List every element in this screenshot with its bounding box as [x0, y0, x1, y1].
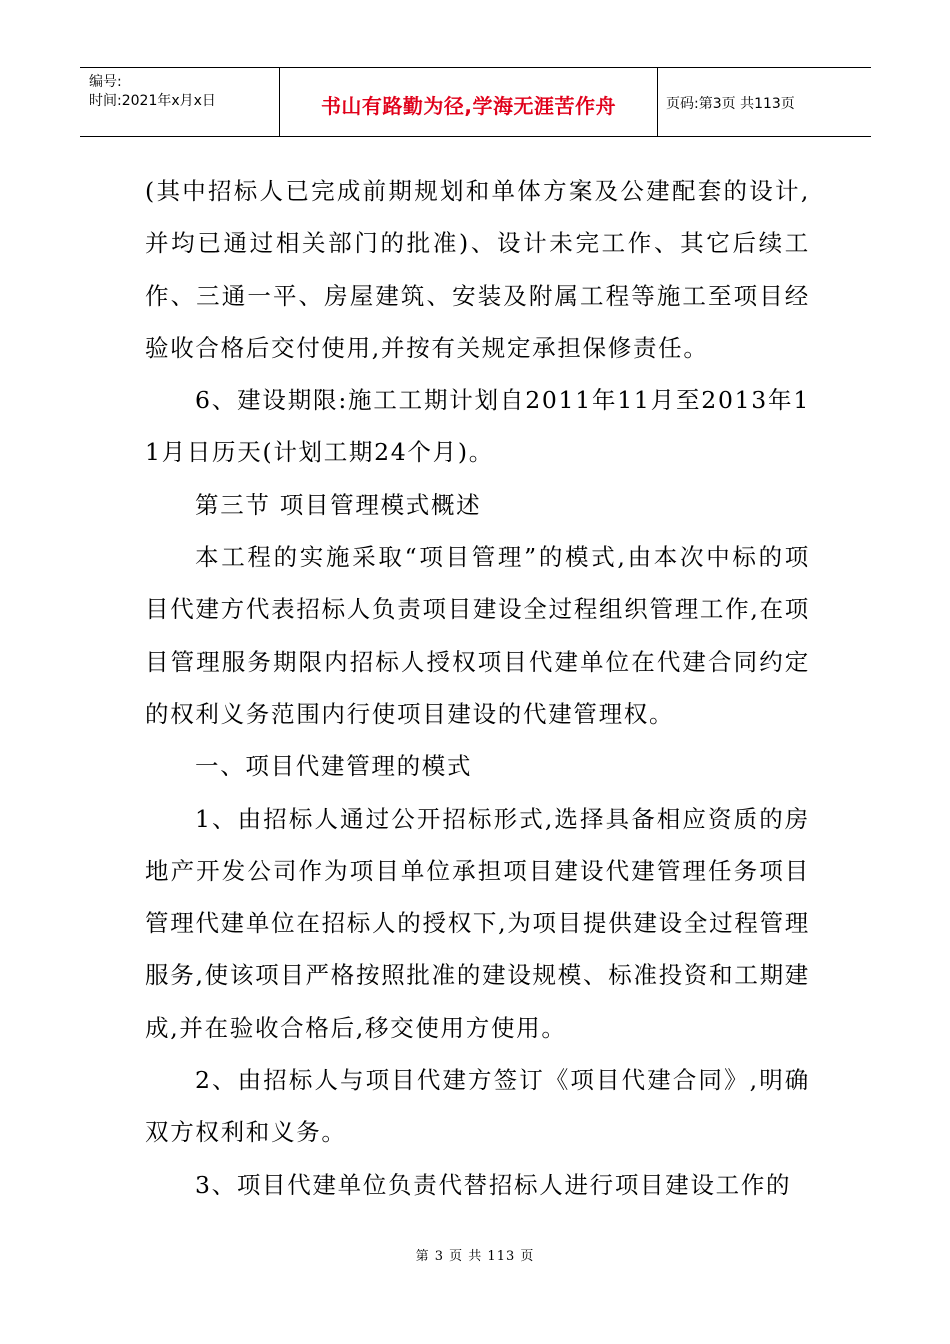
body-paragraph: 本工程的实施采取“项目管理”的模式,由本次中标的项目代建方代表招标人负责项目建设全过程组织管理工作,在项目管理服务期限内招标人授权项目代建单位在代建合同约定的权利义务范围内行使项目建设的代建管理权。	[145, 543, 810, 728]
body-paragraph: 3、项目代建单位负责代替招标人进行项目建设工作的	[195, 1170, 792, 1199]
body-paragraph: 1、由招标人通过公开招标形式,选择具备相应资质的房地产开发公司作为项目单位承担项目建设代建管理任务项目管理代建单位在招标人的授权下,为项目提供建设全过程管理服务,使该项目严格按照批准的建设规模、标准投资和工期建成,并在验收合格后,移交使用方使用。	[145, 804, 810, 1042]
body-paragraph: 2、由招标人与项目代建方签订《项目代建合同》,明确双方权利和义务。	[145, 1066, 810, 1147]
document-date: 时间:2021年x月x日	[89, 93, 216, 109]
document-number-label: 编号:	[89, 74, 122, 90]
header-motto: 书山有路勤为径,学海无涯苦作舟	[320, 93, 617, 118]
header-meta	[80, 68, 280, 136]
body-paragraph: 6、建设期限:施工工期计划自2011年11月至2013年11月日历天(计划工期24个月)。	[145, 386, 810, 467]
section-heading: 第三节 项目管理模式概述	[195, 490, 482, 519]
subsection-heading: 一、项目代建管理的模式	[195, 752, 473, 781]
header-motto-cell	[280, 68, 658, 136]
document-body	[145, 165, 810, 1211]
header-page-cell	[658, 68, 871, 136]
header-page-info: 页码:第3页 共113页	[666, 96, 795, 112]
body-paragraph: (其中招标人已完成前期规划和单体方案及公建配套的设计,并均已通过相关部门的批准)、设计未完工作、其它后续工作、三通一平、房屋建筑、安装及附属工程等施工至项目经验收合格后交付使用,并按有关规定承担保修责任。	[145, 177, 810, 362]
document-header	[80, 67, 871, 137]
page-footer: 第 3 页 共 113 页	[415, 1249, 535, 1264]
